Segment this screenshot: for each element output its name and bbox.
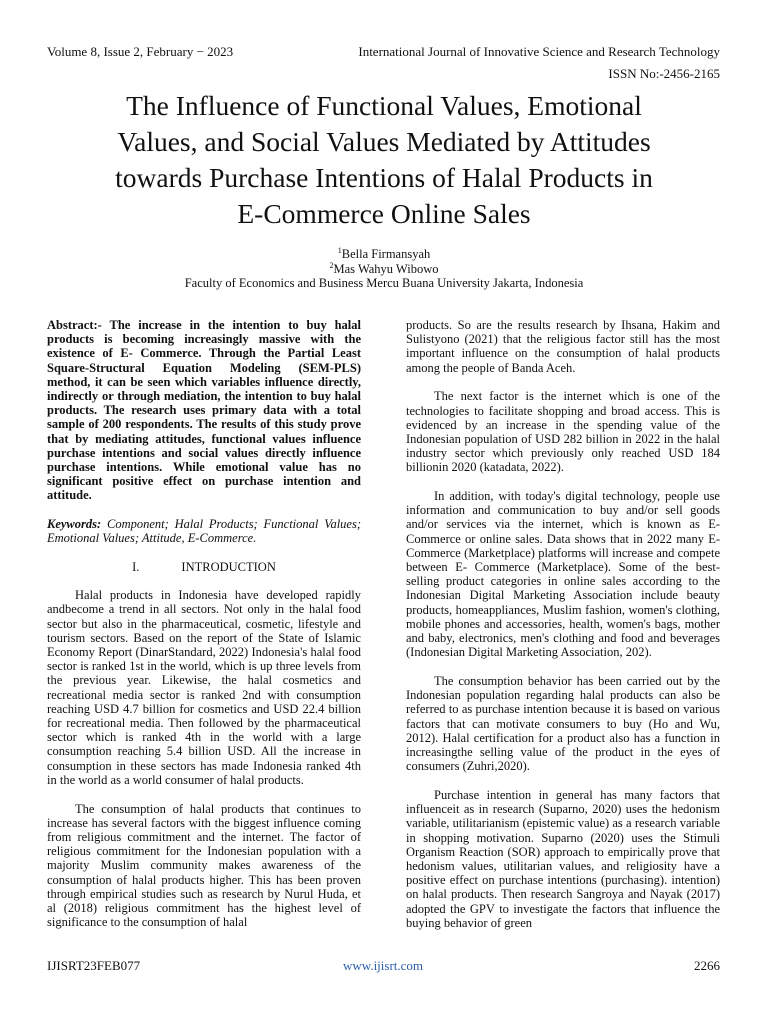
page-number: 2266 (694, 958, 720, 973)
title-line: towards Purchase Intentions of Halal Products in (115, 162, 653, 193)
keywords-text: Component; Halal Products; Functional Values; Emotional Values; Attitude, E-Commerce. (47, 517, 361, 546)
affiliation: Faculty of Economics and Business Mercu Buana University Jakarta, Indonesia (184, 276, 584, 290)
title-line: Values, and Social Values Mediated by Attitudes (117, 126, 651, 157)
body-paragraph: In addition, with today's digital technology, people use information and communication to buy and/or sell goods and/or services via the internet, which is known as E-Commerce or online sales. Data shows that in 2022 many E-Commerce (Marketplace) platforms will increase and compete between E- Commerce (Marketplace). Some of the best-selling product categories in online sales according to the Indonesian Digital Marketing Association include beauty products, homeappliances, Muslim fashion, women's clothing, mobile phones and accessories, health, women's bags, mother and baby, electronics, men's clothing and food and beverages (Indonesian Digital Marketing Association, 202). (406, 489, 720, 660)
title-line: E-Commerce Online Sales (237, 198, 531, 229)
keywords (47, 517, 361, 545)
author-name: Mas Wahyu Wibowo (333, 261, 439, 276)
author-superscript: 1 (337, 246, 342, 255)
paper-code: IJISRT23FEB077 (47, 958, 141, 973)
keywords-label: Keywords: (47, 517, 102, 532)
body-paragraph: The next factor is the internet which is one of the technologies to facilitate shopping and broad access. This is evidenced by an increase in the spending value of the Indonesian population of USD 282 billion in 2022 in the halal industry sector which previously only reached USD 184 billionin 2020 (katadata, 2022). (406, 389, 720, 475)
body-paragraph: Halal products in Indonesia have developed rapidly andbecome a trend in all sectors. Not only in the halal food sector but also in the pharmaceutical, cosmetic, lifestyle and tourism sectors. Based on the report of the State of Islamic Economy Report (DinarStandard, 2022) Indonesia's halal food sector is ranked 1st in the world, which is up three levels from the previous year. Likewise, the halal cosmetics and recreational media sector is ranked 2nd with consumption reaching USD 4.7 billion for cosmetics and USD 22.4 billion for recreational media. Then followed by the pharmaceutical sector which is ranked 4th in the world with a large consumption reaching 5.4 billion USD. All the increase in consumption in these sectors has made Indonesia ranked 4th in the world as a world consumer of halal products. (47, 588, 361, 787)
title-line: The Influence of Functional Values, Emotional (126, 90, 642, 121)
issn: ISSN No:-2456-2165 (608, 66, 720, 81)
body-paragraph: The consumption of halal products that continues to increase has several factors with the biggest influence coming from religious commitment and the internet. The factor of religious commitment for the Indonesian population with a majority Muslim community makes awareness of the consumption of halal products higher. This has been proven through empirical studies such as research by Nurul Huda, et al (2018) religious commitment has the highest level of significance to the consumption of halal (47, 801, 361, 930)
journal-url-link[interactable]: www.ijisrt.com (343, 958, 424, 973)
volume-issue: Volume 8, Issue 2, February − 2023 (47, 44, 234, 59)
paper-title (40, 88, 728, 232)
abstract: Abstract:- The increase in the intention to buy halal products is becoming increasingly massive with the existence of E- Commerce. Through the Partial Least Square-Structural Equation Modeling (SEM-PLS) method, it can be seen which variables influence directly, indirectly or through mediation, the intention to buy halal products. The research uses primary data with a total sample of 200 respondents. The results of this study prove that by mediating attitudes, functional values influence purchase intentions and social values directly influence purchase intentions. While emotional value has no significant positive effect on purchase intention and attitude. (47, 318, 361, 503)
author-block (40, 247, 728, 291)
section-title: INTRODUCTION (181, 560, 276, 575)
journal-name: International Journal of Innovative Science and Research Technology (358, 44, 720, 59)
section-heading (47, 560, 361, 574)
right-column (406, 318, 720, 944)
body-paragraph: products. So are the results research by Ihsana, Hakim and Sulistyono (2021) that the religious factor still has the most important influence on the consumption of halal products among the people of Banda Aceh. (406, 318, 720, 375)
left-column (47, 318, 361, 944)
section-number: I. (132, 560, 140, 575)
author-name: Bella Firmansyah (341, 247, 431, 261)
body-paragraph: Purchase intention in general has many factors that influenceit as in research (Suparno, 2020) uses the hedonism variable, utilitarianism (epistemic value) as a research variable in shopping motivation. Suparno (2020) uses the Stimuli Organism Reaction (SOR) approach to empirically prove that hedonism values, utilitarian values, and religiosity have a positive effect on purchase intentions (purchasing). intention) on halal products. Then research Sangroya and Nayak (2017) adopted the GPV to investigate the factors that influence the buying behavior of green (406, 787, 720, 930)
author (40, 262, 728, 277)
author (40, 247, 728, 262)
body-paragraph: The consumption behavior has been carried out by the Indonesian population regarding halal products can also be referred to as purchase intention because it is based on various factors that can motivate consumers to buy (Ho and Wu, 2012). Halal certification for a product also has a function in increasingthe selling value of the product in the eyes of consumers (Zuhri,2020). (406, 673, 720, 774)
author-superscript: 2 (329, 260, 334, 270)
